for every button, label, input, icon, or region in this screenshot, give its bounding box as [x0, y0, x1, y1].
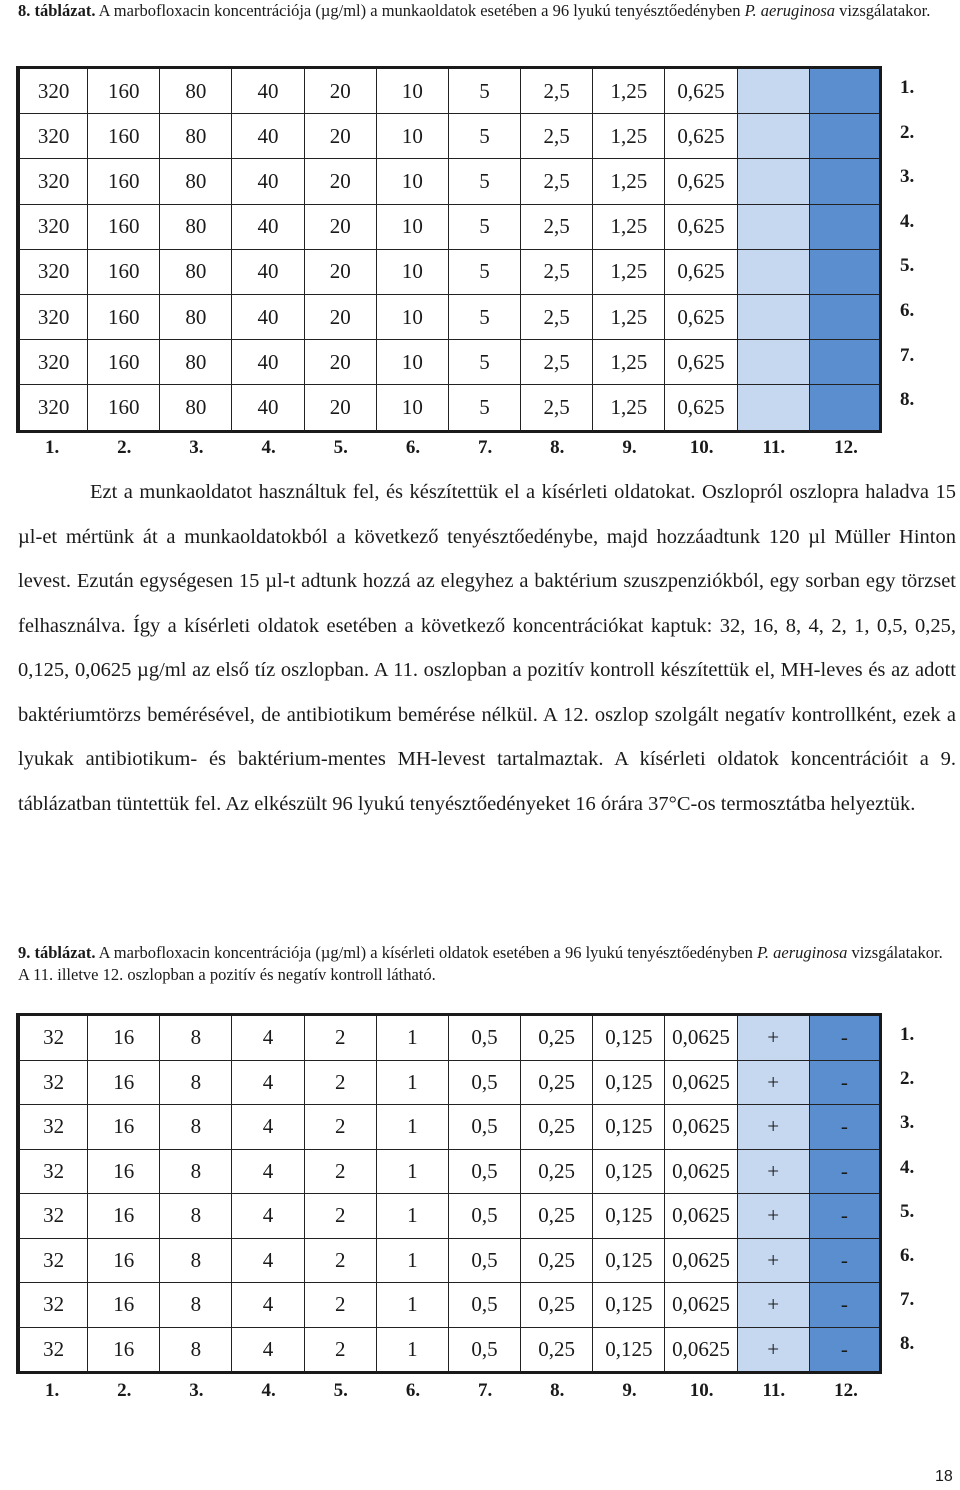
table-row: [16, 1150, 882, 1195]
table-cell: 16: [88, 1105, 160, 1150]
table-cell: 0,5: [449, 1239, 521, 1284]
table-cell: +: [738, 1016, 810, 1061]
table-cell: 32: [16, 1105, 88, 1150]
table-cell: 32: [16, 1150, 88, 1195]
table-cell: 1: [377, 1016, 449, 1061]
table-cell: [738, 250, 810, 295]
table-cell: 160: [88, 295, 160, 340]
table-cell: -: [810, 1328, 882, 1375]
table-cell: 0,125: [593, 1061, 665, 1106]
table-cell: 2,5: [521, 250, 593, 295]
table-cell: 32: [16, 1194, 88, 1239]
table-cell: 8: [160, 1150, 232, 1195]
table-cell: 40: [232, 340, 304, 385]
table-cell: 320: [16, 340, 88, 385]
table-cell: 0,25: [521, 1283, 593, 1328]
column-number: 11.: [762, 1380, 786, 1401]
table-cell: 10: [377, 205, 449, 250]
table-cell: 0,625: [665, 205, 737, 250]
table-cell: 0,25: [521, 1150, 593, 1195]
table-row: [16, 295, 882, 340]
page-number: 18: [935, 1468, 953, 1485]
table-cell: 5: [449, 114, 521, 159]
table-cell: 40: [232, 385, 304, 432]
table-cell: 8: [160, 1016, 232, 1061]
table-cell: 0,5: [449, 1105, 521, 1150]
table-cell: 2: [305, 1105, 377, 1150]
table-cell: 10: [377, 250, 449, 295]
table8-caption-label: 8. táblázat.: [18, 1, 96, 20]
table-cell: 1: [377, 1105, 449, 1150]
table-cell: 10: [377, 69, 449, 114]
table-cell: 0,25: [521, 1061, 593, 1106]
column-number: 5.: [333, 1380, 348, 1401]
table-cell: 20: [305, 159, 377, 204]
table-cell: 0,125: [593, 1016, 665, 1061]
table-cell: 16: [88, 1016, 160, 1061]
table-cell: 320: [16, 69, 88, 114]
table-cell: 160: [88, 69, 160, 114]
table-cell: [738, 205, 810, 250]
table-cell: 0,25: [521, 1016, 593, 1061]
table-cell: +: [738, 1239, 810, 1284]
table-cell: 32: [16, 1283, 88, 1328]
table-cell: 80: [160, 114, 232, 159]
table-cell: 16: [88, 1061, 160, 1106]
table-cell: 2: [305, 1016, 377, 1061]
table-cell: 5: [449, 340, 521, 385]
table-cell: 1: [377, 1150, 449, 1195]
column-number: 7.: [477, 1380, 493, 1401]
table-cell: 4: [232, 1150, 304, 1195]
table-cell: 1,25: [593, 69, 665, 114]
table-cell: 1: [377, 1283, 449, 1328]
column-number: 9.: [622, 437, 637, 458]
row-number: 7.: [900, 344, 915, 366]
table-cell: 0,625: [665, 340, 737, 385]
table-cell: [810, 295, 882, 340]
column-number: 2.: [117, 1380, 132, 1401]
table-cell: 32: [16, 1061, 88, 1106]
table-cell: 8: [160, 1194, 232, 1239]
table-cell: +: [738, 1105, 810, 1150]
table-cell: 2,5: [521, 205, 593, 250]
table-cell: 8: [160, 1061, 232, 1106]
column-number: 2.: [117, 437, 132, 458]
column-number: 12.: [834, 437, 858, 458]
table9-grid: [16, 1013, 882, 1374]
table-cell: 4: [232, 1283, 304, 1328]
table-cell: 8: [160, 1239, 232, 1284]
table-cell: 160: [88, 250, 160, 295]
column-number: 4.: [261, 1380, 276, 1401]
table-cell: -: [810, 1283, 882, 1328]
table-cell: 1,25: [593, 114, 665, 159]
table-cell: 0,0625: [665, 1105, 737, 1150]
table-cell: 2: [305, 1061, 377, 1106]
table-cell: 160: [88, 340, 160, 385]
table-cell: 320: [16, 250, 88, 295]
column-number: 10.: [689, 437, 714, 458]
table-cell: 16: [88, 1283, 160, 1328]
table-cell: 80: [160, 340, 232, 385]
table-cell: 80: [160, 205, 232, 250]
table-row: [16, 1016, 882, 1061]
body-paragraph: Ezt a munkaoldatot használtuk fel, és készítettük el a kísérleti oldatokat. Oszlopról oszlopra haladva 15 µl-et mértünk át a munkaoldatokból a következő tenyésztőedénybe, majd hozzáadtunk 120 µl Müller Hinton levest. Ezután egységesen 15 µl-t adtunk hozzá az elegyhez a baktérium szuszpenziókból, egy sorban egy törzset felhasználva. Így a kísérleti oldatok esetében a következő koncentrációkat kaptuk: 32, 16, 8, 4, 2, 1, 0,5, 0,25, 0,125, 0,0625 µg/ml az első tíz oszlopban. A 11. oszlopban a pozitív kontroll készítettük el, MH-leves és az adott baktériumtörzs bemérésével, de antibiotikum bemérése nélkül. A 12. oszlop szolgált negatív kontrollként, ezek a lyukak antibiotikum- és baktérium-mentes MH-levest tartalmaztak. A kísérleti oldatok koncentrációit a 9. táblázatban tüntettük fel. Az elkészült 96 lyukú tenyésztőedényeket 16 órára 37°C-os termosztátba helyeztük.: [18, 481, 956, 815]
row-number: 1.: [900, 77, 915, 98]
table-cell: 40: [232, 114, 304, 159]
table-cell: 0,125: [593, 1239, 665, 1284]
table-cell: 2: [305, 1150, 377, 1195]
table-cell: 20: [305, 295, 377, 340]
table-cell: 0,125: [593, 1328, 665, 1375]
table-cell: -: [810, 1061, 882, 1106]
table-cell: 1,25: [593, 295, 665, 340]
column-number: 8.: [550, 437, 565, 458]
table-cell: 0,0625: [665, 1016, 737, 1061]
column-number: 12.: [834, 1380, 858, 1401]
table-cell: 1,25: [593, 250, 665, 295]
table9-caption-label: 9. táblázat.: [18, 943, 96, 962]
table-cell: 4: [232, 1239, 304, 1284]
table9-caption-end: vizsgálatakor. A 11. illetve 12. oszlopban a pozitív és negatív kontroll látható.: [18, 943, 943, 984]
table-cell: 2,5: [521, 114, 593, 159]
table-cell: 0,0625: [665, 1283, 737, 1328]
table-cell: 5: [449, 159, 521, 204]
table-cell: 32: [16, 1328, 88, 1375]
row-number: 4.: [900, 1156, 915, 1178]
table-cell: 0,5: [449, 1016, 521, 1061]
table-cell: +: [738, 1283, 810, 1328]
table-cell: -: [810, 1150, 882, 1195]
table-row: [16, 1328, 882, 1375]
column-number: 1.: [44, 1380, 60, 1401]
table-cell: 20: [305, 205, 377, 250]
table-row: [16, 250, 882, 295]
table-cell: 40: [232, 69, 304, 114]
table-cell: -: [810, 1016, 882, 1061]
table-cell: 10: [377, 114, 449, 159]
column-number: 5.: [333, 437, 348, 458]
table-cell: +: [738, 1328, 810, 1375]
table-row: [16, 159, 882, 204]
table8-row-numbers: [900, 66, 940, 423]
table-cell: 5: [449, 385, 521, 432]
table-cell: 20: [305, 250, 377, 295]
table8-grid: [16, 66, 882, 433]
row-number: 1.: [900, 1024, 915, 1045]
table-cell: 160: [88, 114, 160, 159]
table-cell: [738, 295, 810, 340]
table-cell: [738, 159, 810, 204]
table-cell: 0,0625: [665, 1194, 737, 1239]
table-cell: 2,5: [521, 385, 593, 432]
table-cell: 160: [88, 205, 160, 250]
table-cell: 2: [305, 1328, 377, 1375]
table-cell: 40: [232, 295, 304, 340]
table-cell: [810, 250, 882, 295]
table-cell: 0,625: [665, 385, 737, 432]
table8-column-numbers: [16, 437, 882, 459]
table-row: [16, 69, 882, 114]
table-cell: 0,25: [521, 1194, 593, 1239]
table-cell: [810, 114, 882, 159]
table-cell: 1: [377, 1239, 449, 1284]
row-number: 5.: [900, 1200, 915, 1222]
table-cell: 1,25: [593, 205, 665, 250]
table-cell: 0,625: [665, 295, 737, 340]
table-cell: 1: [377, 1328, 449, 1375]
table-cell: 10: [377, 159, 449, 204]
table-cell: +: [738, 1194, 810, 1239]
table8-caption-end: vizsgálatakor.: [835, 1, 931, 20]
row-number: 3.: [900, 1112, 915, 1134]
column-number: 8.: [550, 1380, 565, 1401]
row-number: 8.: [900, 389, 915, 411]
column-number: 3.: [189, 1380, 204, 1401]
table9-caption-species: P. aeruginosa: [756, 943, 848, 962]
table-cell: 1: [377, 1061, 449, 1106]
row-number: 7.: [900, 1289, 915, 1311]
table9-caption: [18, 942, 948, 986]
table-cell: 4: [232, 1194, 304, 1239]
table-cell: 10: [377, 385, 449, 432]
table-cell: 16: [88, 1150, 160, 1195]
table-row: [16, 385, 882, 432]
table-cell: 0,5: [449, 1328, 521, 1375]
table-cell: 0,25: [521, 1105, 593, 1150]
table-cell: 1,25: [593, 385, 665, 432]
table-cell: 0,125: [593, 1150, 665, 1195]
table-cell: 2,5: [521, 159, 593, 204]
table-cell: 4: [232, 1061, 304, 1106]
table-cell: 32: [16, 1239, 88, 1284]
table-row: [16, 1194, 882, 1239]
table-cell: +: [738, 1061, 810, 1106]
table-cell: 1,25: [593, 340, 665, 385]
table-row: [16, 1061, 882, 1106]
table-cell: 16: [88, 1328, 160, 1375]
row-number: 5.: [900, 255, 915, 277]
table-cell: 5: [449, 205, 521, 250]
table-cell: 0,625: [665, 159, 737, 204]
table-cell: [738, 69, 810, 114]
table-cell: 16: [88, 1194, 160, 1239]
table-cell: 40: [232, 250, 304, 295]
table8-caption: [18, 0, 948, 22]
table-cell: 40: [232, 159, 304, 204]
table-cell: 80: [160, 385, 232, 432]
table-cell: 1,25: [593, 159, 665, 204]
table-cell: 0,5: [449, 1061, 521, 1106]
table-cell: [738, 340, 810, 385]
table-cell: 5: [449, 295, 521, 340]
table-cell: 16: [88, 1239, 160, 1284]
table-cell: 0,125: [593, 1194, 665, 1239]
column-number: 3.: [189, 437, 204, 458]
table-cell: 8: [160, 1105, 232, 1150]
table-cell: 2: [305, 1194, 377, 1239]
table-cell: 0,0625: [665, 1150, 737, 1195]
table-row: [16, 1283, 882, 1328]
table-cell: [810, 205, 882, 250]
table-row: [16, 1105, 882, 1150]
row-number: 2.: [900, 1068, 915, 1090]
table-cell: 5: [449, 250, 521, 295]
table-cell: [810, 340, 882, 385]
table-cell: 320: [16, 114, 88, 159]
table-cell: [810, 385, 882, 432]
table-cell: 320: [16, 159, 88, 204]
table-cell: 320: [16, 205, 88, 250]
table8-caption-species: P. aeruginosa: [744, 1, 836, 20]
table-cell: 80: [160, 159, 232, 204]
table9-caption-text: A marbofloxacin koncentrációja (µg/ml) a kísérleti oldatok esetében a 96 lyukú tenyésztőedényben: [95, 943, 757, 962]
table-cell: 2,5: [521, 340, 593, 385]
table-cell: 8: [160, 1283, 232, 1328]
table-cell: 320: [16, 385, 88, 432]
table-cell: 2,5: [521, 295, 593, 340]
table-cell: 0,0625: [665, 1061, 737, 1106]
column-number: 6.: [405, 1380, 421, 1401]
table-cell: 40: [232, 205, 304, 250]
row-number: 6.: [900, 299, 915, 321]
row-number: 6.: [900, 1244, 915, 1266]
table-cell: 20: [305, 114, 377, 159]
table-cell: 2,5: [521, 69, 593, 114]
table-cell: -: [810, 1239, 882, 1284]
column-number: 10.: [689, 1380, 714, 1401]
table-cell: 8: [160, 1328, 232, 1375]
column-number: 7.: [477, 437, 493, 458]
table-cell: 4: [232, 1105, 304, 1150]
table-cell: 0,125: [593, 1105, 665, 1150]
table-cell: 0,0625: [665, 1239, 737, 1284]
table-cell: 2: [305, 1283, 377, 1328]
table-cell: 0,625: [665, 114, 737, 159]
table-cell: 0,0625: [665, 1328, 737, 1375]
table-cell: 0,625: [665, 250, 737, 295]
table9-row-numbers: [900, 1013, 940, 1367]
column-number: 6.: [405, 437, 421, 458]
table-cell: 4: [232, 1016, 304, 1061]
table-cell: -: [810, 1105, 882, 1150]
table9-column-numbers: [16, 1380, 882, 1402]
column-number: 1.: [44, 437, 60, 458]
row-number: 8.: [900, 1333, 915, 1355]
table-cell: 1: [377, 1194, 449, 1239]
table-cell: 160: [88, 159, 160, 204]
table-row: [16, 205, 882, 250]
table-cell: 20: [305, 385, 377, 432]
table-cell: 0,125: [593, 1283, 665, 1328]
table-row: [16, 114, 882, 159]
table-cell: [738, 114, 810, 159]
table-row: [16, 1239, 882, 1284]
table-cell: 32: [16, 1016, 88, 1061]
table-cell: 0,5: [449, 1283, 521, 1328]
row-number: 3.: [900, 166, 915, 188]
row-number: 4.: [900, 210, 915, 232]
table-cell: [810, 69, 882, 114]
table-cell: 0,25: [521, 1328, 593, 1375]
table-cell: 80: [160, 250, 232, 295]
table-cell: 2: [305, 1239, 377, 1284]
table-cell: 80: [160, 295, 232, 340]
column-number: 4.: [261, 437, 276, 458]
table-cell: 5: [449, 69, 521, 114]
column-number: 9.: [622, 1380, 637, 1401]
table-cell: +: [738, 1150, 810, 1195]
table-cell: 160: [88, 385, 160, 432]
column-number: 11.: [762, 437, 786, 458]
table-cell: 0,5: [449, 1194, 521, 1239]
table-cell: [810, 159, 882, 204]
table8-caption-text: A marbofloxacin koncentrációja (µg/ml) a munkaoldatok esetében a 96 lyukú tenyésztőedényben: [95, 1, 745, 20]
table-cell: 320: [16, 295, 88, 340]
table-cell: -: [810, 1194, 882, 1239]
table-cell: 0,625: [665, 69, 737, 114]
table-cell: 4: [232, 1328, 304, 1375]
table-cell: 20: [305, 69, 377, 114]
table-cell: 10: [377, 295, 449, 340]
table-cell: [738, 385, 810, 432]
table-row: [16, 340, 882, 385]
row-number: 2.: [900, 121, 915, 143]
table-cell: 20: [305, 340, 377, 385]
table-cell: 0,5: [449, 1150, 521, 1195]
table-cell: 0,25: [521, 1239, 593, 1284]
table-cell: 80: [160, 69, 232, 114]
table-cell: 10: [377, 340, 449, 385]
